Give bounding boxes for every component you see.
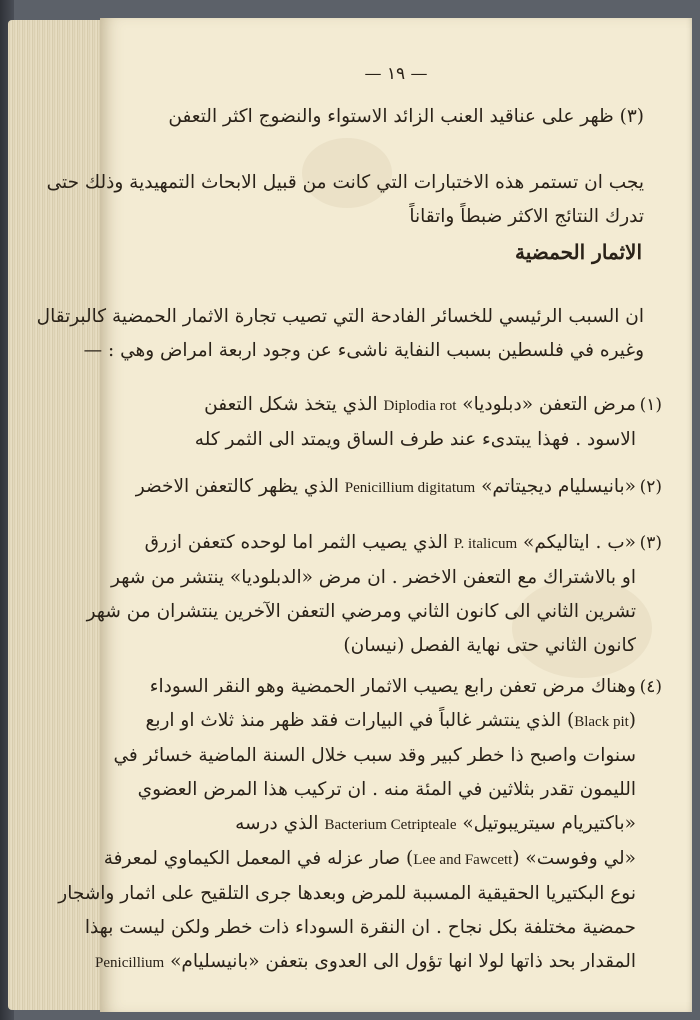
list-item-4 (58, 670, 662, 980)
item-3-top (144, 100, 644, 134)
text-line: (Black pit) الذي ينتشر غالباً في البيارات فقد ظهر منذ ثلاث او اربع (145, 710, 636, 731)
text-line: يجب ان تستمر هذه الاختبارات التي كانت من قبيل الابحاث التمهيدية وذلك حتى (46, 172, 644, 193)
text-line: حمضية مختلفة بكل نجاح . ان النقرة السوداء ذات خطر ولكن ليست بهذا (84, 917, 636, 938)
text-line: «بانيسليام ديجيتاتم» Penicillium digitatum الذي يظهر كالتعفن الاخضر (135, 476, 636, 497)
item-number: (٢) (639, 477, 662, 497)
list-item-1 (146, 388, 662, 457)
intro-paragraph (46, 166, 644, 234)
text-line: المقدار بحد ذاتها لولا انها تؤول الى العدوى بتعفن «بانيسليام» Penicillium (95, 951, 636, 972)
text-line: او بالاشتراك مع التعفن الاخضر . ان مرض «الدبلوديا» ينتشر من شهر (111, 567, 636, 588)
item-number: (٣) (639, 533, 662, 553)
text-line: «ب . ايتاليكم» P. italicum الذي يصيب الثمر اما لوحده كتعفن ازرق (144, 532, 636, 553)
page-number: — ١٩ — (364, 64, 428, 84)
text-line: وهناك مرض تعفن رابع يصيب الاثمار الحمضية وهو النقر السوداء (149, 676, 636, 697)
text-line: مرض التعفن «دبلوديا» Diplodia rot الذي يتخذ شكل التعفن (204, 394, 636, 415)
text-line: «لي وفوست» (Lee and Fawcett) صار عزله في المعمل الكيماوي لمعرفة (103, 848, 636, 869)
text-line: ان السبب الرئيسي للخسائر الفادحة التي تصيب تجارة الاثمار الحمضية كالبرتقال (36, 306, 644, 327)
text-line: سنوات واصبح ذا خطر كبير وقد سبب خلال السنة الماضية خسائر في (113, 745, 636, 766)
text-line: وغيره في فلسطين بسبب النفاية ناشىء عن وجود اربعة امراض وهي : — (83, 340, 644, 361)
text-line: الاسود . فهذا يبتدىء عند طرف الساق ويمتد الى الثمر كله (194, 429, 636, 450)
text-line: (٣) ظهر على عناقيد العنب الزائد الاستواء والنضوج اكثر التعفن (168, 106, 644, 127)
item-number: (٤) (639, 677, 662, 697)
text-line: تشرين الثاني الى كانون الثاني ومرضي التعفن الآخرين ينتشران من شهر (86, 601, 636, 622)
text-line: كانون الثاني حتى نهاية الفصل (نيسان) (343, 635, 636, 656)
text-line: الليمون تقدر بثلاثين في المئة منه . ان تركيب هذا المرض العضوي (137, 779, 636, 800)
text-line: «باكتيريام سيتريبوتيل» Bacterium Cetripteale الذي درسه (235, 813, 636, 834)
text-line: تدرك النتائج الاكثر ضبطاً واتقاناً (409, 206, 644, 227)
list-item-2 (135, 470, 662, 505)
section-heading: الاثمار الحمضية (514, 240, 642, 264)
list-item-3 (86, 526, 662, 663)
text-line: نوع البكتيريا الحقيقية المسببة للمرض وبعدها جرى التلقيح على اثمار واشجار (58, 883, 636, 904)
item-number: (١) (639, 395, 662, 415)
main-paragraph (36, 300, 644, 368)
book-page (36, 18, 692, 1012)
